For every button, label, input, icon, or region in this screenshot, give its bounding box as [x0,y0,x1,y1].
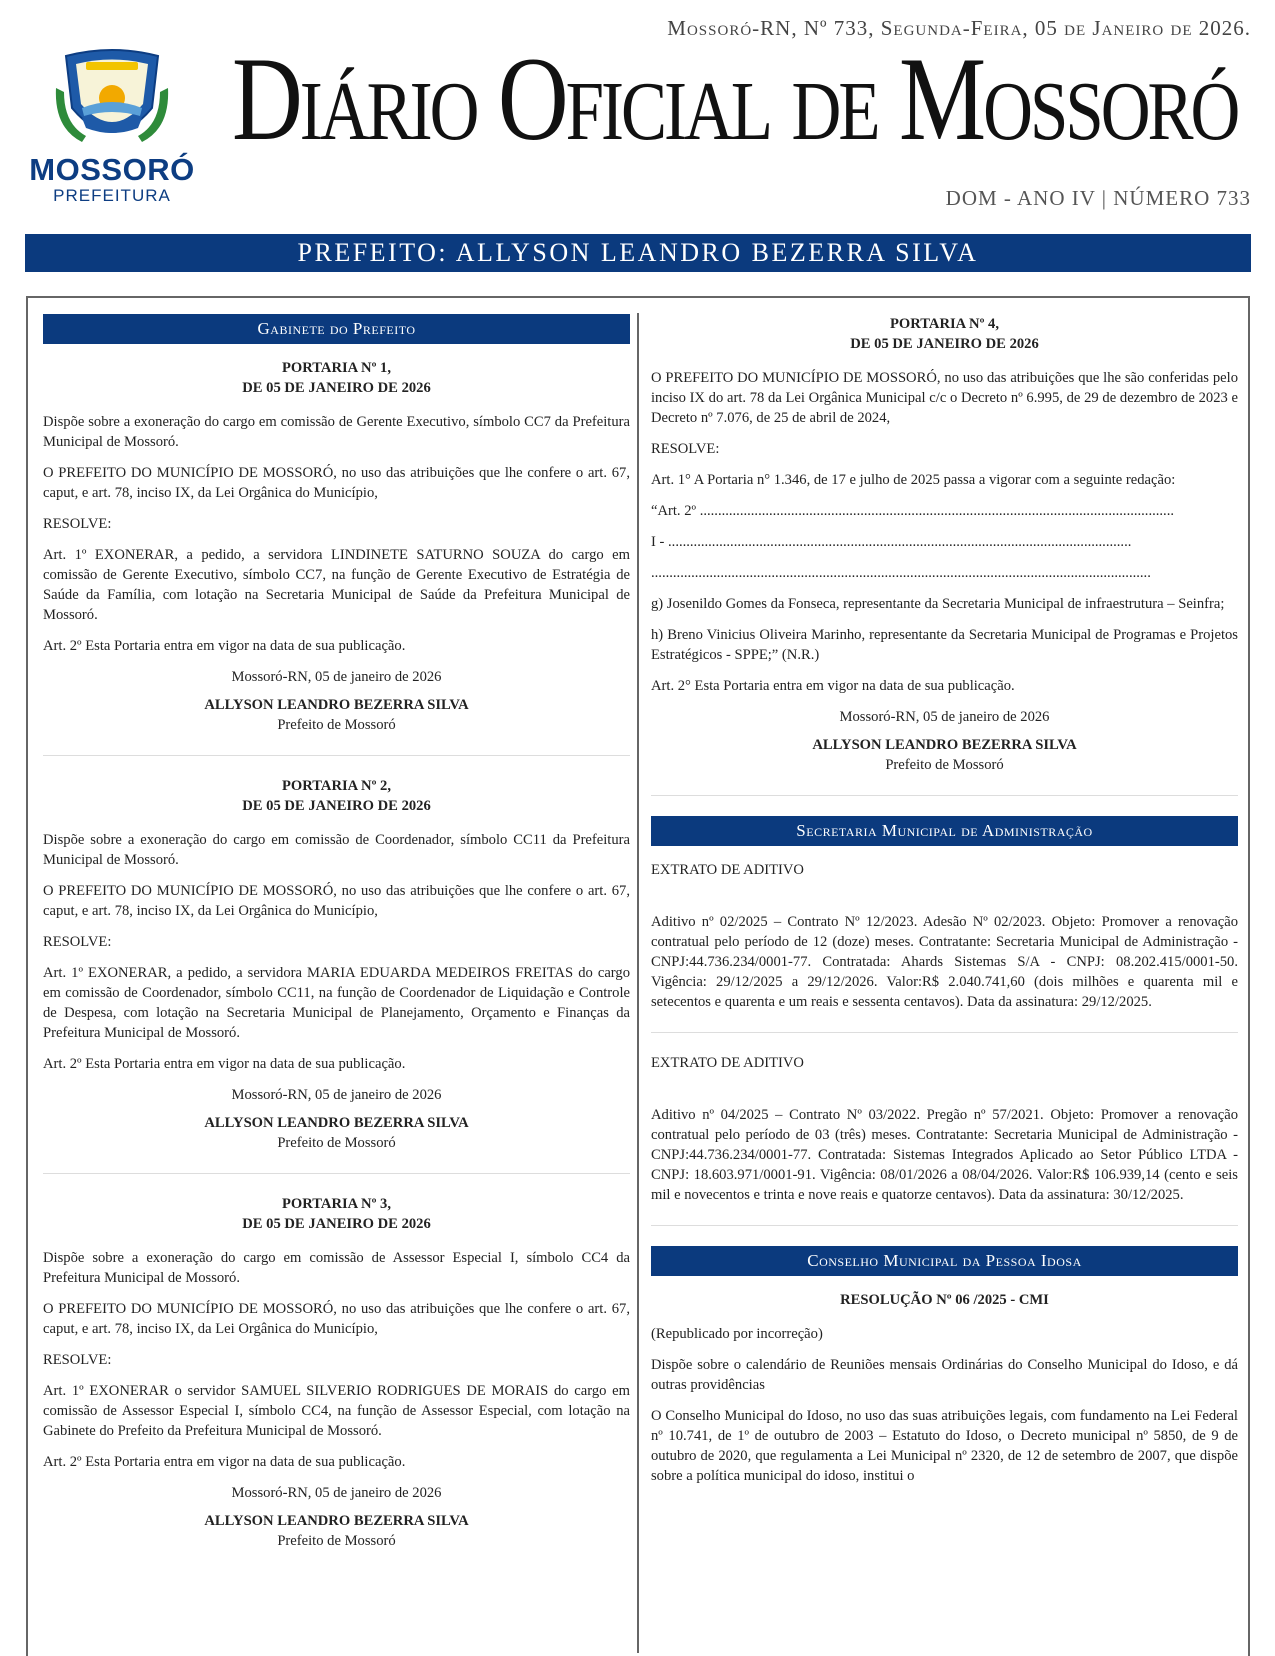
signer-name: ALLYSON LEANDRO BEZERRA SILVA [204,1513,469,1529]
portaria-date: DE 05 DE JANEIRO DE 2026 [242,798,431,814]
article-1: Art. 1º EXONERAR, a pedido, a servidora MARIA EDUARDA MEDEIROS FREITAS do cargo em comissão de Coordenador, símbolo CC11, na função de Coordenador de Liquidação e Controle de Despesa, com lotação na Secretaria Municipal de Planejamento, Orçamento e Finanças da Prefeitura Municipal de Mossoró. [43,965,630,1041]
section-header-pessoa-idosa: Conselho Municipal da Pessoa Idosa [651,1246,1238,1276]
ementa: Dispõe sobre a exoneração do cargo em comissão de Gerente Executivo, símbolo CC7 da Prefeitura Municipal de Mossoró. [43,414,630,450]
preamble: O PREFEITO DO MUNICÍPIO DE MOSSORÓ, no uso das atribuições que lhe são conferidas pelo inciso IX do art. 78 da Lei Orgânica Municipal c/c o Decreto nº 6.995, de 29 de dezembro de 2023 e Decreto nº 7.076, de 25 de abril de 2024, [651,370,1238,426]
portaria-4 [651,314,1238,775]
logo-subtitle: PREFEITURA [53,186,171,205]
signature-date: Mossoró-RN, 05 de janeiro de 2026 [231,1485,442,1501]
section-header-administracao: Secretaria Municipal de Administração [651,816,1238,846]
preamble: O PREFEITO DO MUNICÍPIO DE MOSSORÓ, no uso das atribuições que lhe confere o art. 67, caput, e art. 78, inciso IX, da Lei Orgânica do Município, [43,1301,630,1337]
quoted-article: “Art. 2º .................................................................................................................................. [651,503,1174,519]
portaria-1 [43,358,630,735]
portaria-date: DE 05 DE JANEIRO DE 2026 [850,336,1039,352]
article-1: Art. 1° A Portaria n° 1.346, de 17 e julho de 2025 passa a vigorar com a seguinte redação: [651,472,1176,488]
portaria-date: DE 05 DE JANEIRO DE 2026 [242,1216,431,1232]
article-2: Art. 2º Esta Portaria entra em vigor na data de sua publicação. [43,1454,406,1470]
portaria-number: PORTARIA Nº 3, [281,1196,392,1212]
section-header-gabinete: Gabinete do Prefeito [43,314,630,344]
item-h: h) Breno Vinicius Oliveira Marinho, representante da Secretaria Municipal de Programas e Projetos Estratégicos - SPPE;” (N.R.) [651,627,1238,663]
portaria-number: PORTARIA Nº 4, [889,316,1000,332]
issue-number: DOM - ANO IV | NÚMERO 733 [945,186,1251,210]
item-g: g) Josenildo Gomes da Fonseca, representante da Secretaria Municipal de infraestrutura – Seinfra; [651,596,1225,612]
signer-name: ALLYSON LEANDRO BEZERRA SILVA [812,737,1077,753]
signer-name: ALLYSON LEANDRO BEZERRA SILVA [204,697,469,713]
right-column [651,314,1238,1497]
separator [43,755,630,756]
resolve: RESOLVE: [651,441,720,457]
left-column [43,314,630,1551]
portaria-title [43,358,630,398]
article-2: Art. 2° Esta Portaria entra em vigor na data de sua publicação. [651,678,1015,694]
city-coat-of-arms-icon [52,48,172,158]
portaria-title [43,776,630,816]
separator [651,1225,1238,1226]
portaria-title [651,314,1238,354]
newspaper-title: Diário Oficial de Mossoró [232,33,1238,166]
resolve: RESOLVE: [43,1352,112,1368]
signature-date: Mossoró-RN, 05 de janeiro de 2026 [231,669,442,685]
signer-role: Prefeito de Mossoró [277,1533,396,1549]
article-2: Art. 2º Esta Portaria entra em vigor na data de sua publicação. [43,638,406,654]
article-1: Art. 1º EXONERAR, a pedido, a servidora LINDINETE SATURNO SOUZA do cargo em comissão de Gerente Executivo, símbolo CC7, na função de Gerente Executivo de Estratégia de Saúde da Família, com lotação na Secretaria Municipal de Saúde da Prefeitura Municipal de Mossoró. [43,547,630,623]
article-2: Art. 2º Esta Portaria entra em vigor na data de sua publicação. [43,1056,406,1072]
extrato-label: EXTRATO DE ADITIVO [651,862,804,878]
signer-role: Prefeito de Mossoró [885,757,1004,773]
signature-date: Mossoró-RN, 05 de janeiro de 2026 [231,1087,442,1103]
separator [43,1173,630,1174]
portaria-title [43,1194,630,1234]
preamble: O PREFEITO DO MUNICÍPIO DE MOSSORÓ, no uso das atribuições que lhe confere o art. 67, caput, e art. 78, inciso IX, da Lei Orgânica do Município, [43,883,630,919]
resolution-title: RESOLUÇÃO Nº 06 /2025 - CMI [840,1292,1049,1308]
quoted-ellipsis: ......................................................................................................................................... [651,565,1151,581]
masthead [0,0,1275,232]
signature-date: Mossoró-RN, 05 de janeiro de 2026 [839,709,1050,725]
resolution-body: O Conselho Municipal do Idoso, no uso das suas atribuições legais, com fundamento na Lei Federal nº 10.741, de 1º de outubro de 2003 – Estatuto do Idoso, o Decreto municipal nº 5850, de 9 de outubro de 2020, que regulamenta a Lei Municipal nº 2320, de 12 de setembro de 2007, que dispõe sobre a política municipal do idoso, institui o [651,1408,1238,1484]
extrato-label: EXTRATO DE ADITIVO [651,1055,804,1071]
article-1: Art. 1º EXONERAR o servidor SAMUEL SILVERIO RODRIGUES DE MORAIS do cargo em comissão de Assessor Especial I, símbolo CC4, na função de Assessor Especial, com lotação na Gabinete do Prefeito da Prefeitura Municipal de Mossoró. [43,1383,630,1439]
ementa: Dispõe sobre a exoneração do cargo em comissão de Coordenador, símbolo CC11 da Prefeitura Municipal de Mossoró. [43,832,630,868]
republished-note: (Republicado por incorreção) [651,1326,823,1342]
extrato-text: Aditivo nº 04/2025 – Contrato Nº 03/2022. Pregão nº 57/2021. Objeto: Promover a renovação contratual pelo período de 03 (três) meses. Contratante: Secretaria Municipal de Administração - CNPJ:44.736.234/0001-77. Contratada: Sistemas Integrados Aplicado ao Setor Público LTDA - CNPJ: 18.603.971/0001-91. Vigência: 08/01/2026 a 08/04/2026. Valor:R$ 106.939,14 (cento e seis mil e novecentos e trinta e nove reais e quatorze centavos). Data da assinatura: 30/12/2025. [651,1107,1238,1203]
signer-role: Prefeito de Mossoró [277,717,396,733]
signer-name: ALLYSON LEANDRO BEZERRA SILVA [204,1115,469,1131]
column-divider [637,313,639,1653]
portaria-2 [43,776,630,1153]
edition-line: Mossoró-RN, Nº 733, Segunda-Feira, 05 de Janeiro de 2026. [667,16,1251,40]
quoted-item-i: I - ............................................................................................................................... [651,534,1132,550]
portaria-number: PORTARIA Nº 2, [281,778,392,794]
ementa: Dispõe sobre a exoneração do cargo em comissão de Assessor Especial I, símbolo CC4 da Prefeitura Municipal de Mossoró. [43,1250,630,1286]
signer-role: Prefeito de Mossoró [277,1135,396,1151]
ementa: Dispõe sobre o calendário de Reuniões mensais Ordinárias do Conselho Municipal do Idoso, e dá outras providências [651,1357,1238,1393]
separator [651,795,1238,796]
city-logo [22,48,202,208]
resolve: RESOLVE: [43,934,112,950]
resolve: RESOLVE: [43,516,112,532]
extrato-text: Aditivo nº 02/2025 – Contrato Nº 12/2023. Adesão Nº 02/2023. Objeto: Promover a renovação contratual pelo período de 12 (doze) meses. Contratante: Secretaria Municipal de Administração - CNPJ:44.736.234/0001-77. Contratada: Ahards Sistemas S/A - CNPJ: 08.202.415/0001-50. Vigência: 29/12/2025 a 29/12/2026. Valor:R$ 2.040.741,60 (dois milhões e quarenta mil e setecentos e quarenta e um reais e sessenta centavos). Data da assinatura: 29/12/2025. [651,914,1238,1010]
portaria-3 [43,1194,630,1551]
portaria-number: PORTARIA Nº 1, [281,360,392,376]
logo-city-name: MOSSORÓ [29,152,195,187]
mayor-banner: PREFEITO: ALLYSON LEANDRO BEZERRA SILVA [25,234,1251,272]
portaria-date: DE 05 DE JANEIRO DE 2026 [242,380,431,396]
separator [651,1032,1238,1033]
preamble: O PREFEITO DO MUNICÍPIO DE MOSSORÓ, no uso das atribuições que lhe confere o art. 67, caput, e art. 78, inciso IX, da Lei Orgânica do Município, [43,465,630,501]
